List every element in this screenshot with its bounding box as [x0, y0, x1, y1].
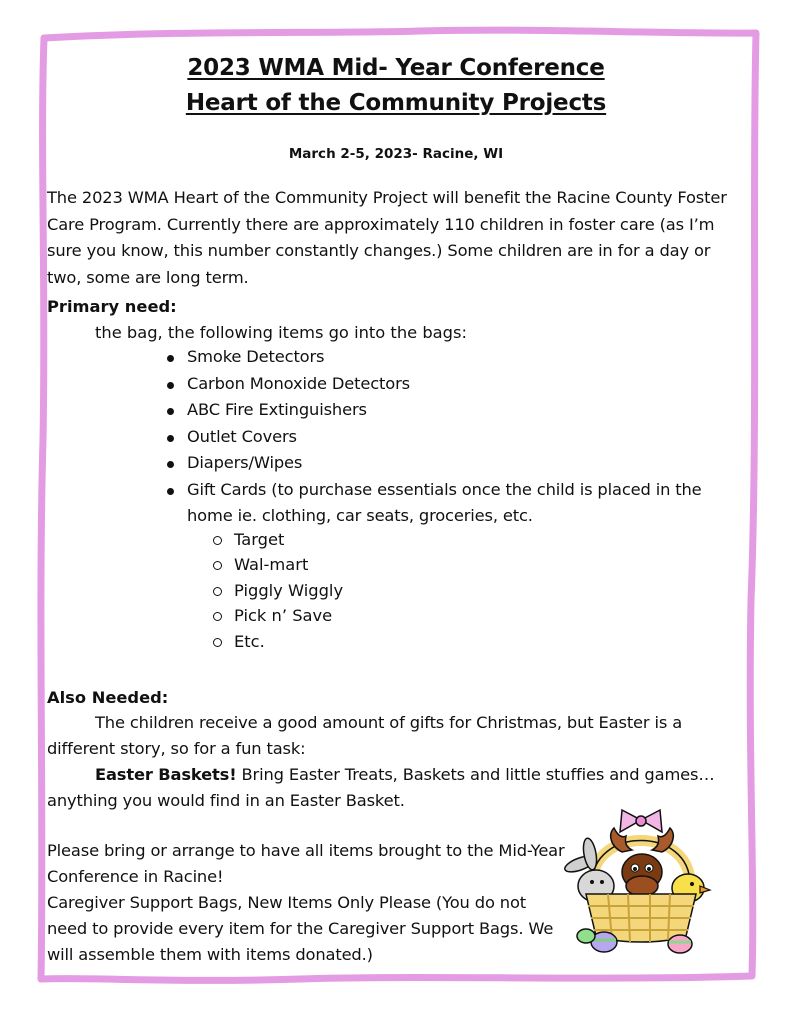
circle-bullet-icon [213, 612, 222, 621]
easter-basket-illustration [562, 806, 720, 956]
closing-paragraph [47, 838, 567, 968]
bring-items-text: Please bring or arrange to have all items brought to the Mid-Year Conference in Racine! [47, 841, 565, 886]
bullet-icon [167, 461, 174, 468]
list-item: Target [213, 527, 343, 552]
list-item: Smoke Detectors [167, 344, 737, 371]
bullet-icon [167, 408, 174, 415]
bullet-icon [167, 488, 174, 495]
document-title: 2023 WMA Mid- Year Conference [187, 55, 605, 81]
bullet-icon [167, 355, 174, 362]
primary-need-heading: Primary need: [47, 297, 177, 316]
circle-bullet-icon [213, 587, 222, 596]
document-subtitle: Heart of the Community Projects [185, 90, 607, 116]
list-item: Pick n’ Save [213, 603, 343, 628]
list-item: Outlet Covers [167, 424, 737, 451]
list-item: Carbon Monoxide Detectors [167, 371, 737, 398]
also-needed-heading: Also Needed: [47, 688, 169, 707]
children-paragraph: The children receive a good amount of gifts for Christmas, but Easter is a different story, so for a fun task: [47, 713, 683, 758]
list-item: Gift Cards (to purchase essentials once the child is placed in the home ie. clothing, car seats, groceries, etc. [167, 477, 737, 530]
bullet-icon [167, 382, 174, 389]
gift-card-list [213, 527, 343, 654]
circle-bullet-icon [213, 561, 222, 570]
circle-bullet-icon [213, 536, 222, 545]
list-item: Diapers/Wipes [167, 450, 737, 477]
primary-need-lead: the bag, the following items go into the bags: [95, 323, 467, 342]
list-item: ABC Fire Extinguishers [167, 397, 737, 424]
list-item: Piggly Wiggly [213, 578, 343, 603]
bullet-icon [167, 435, 174, 442]
circle-bullet-icon [213, 638, 222, 647]
easter-paragraph: Easter Baskets! Bring Easter Treats, Baskets and little stuffies and games… anything you would find in an Easter Basket. [47, 765, 715, 810]
primary-need-list [167, 344, 737, 530]
easter-baskets-label: Easter Baskets! [95, 765, 237, 784]
event-dateline: March 2-5, 2023- Racine, WI [288, 146, 504, 162]
intro-paragraph: The 2023 WMA Heart of the Community Project will benefit the Racine County Foster Care Program. Currently there are approximately 110 children in foster care (as I’m sure you know, this number constantly changes.) Some children are in for a day or two, some are long term. [47, 188, 727, 287]
list-item: Wal-mart [213, 552, 343, 577]
list-item: Etc. [213, 629, 343, 654]
caregiver-bags-text: Caregiver Support Bags, New Items Only Please (You do not need to provide every item for the Caregiver Support Bags. We will assemble them with items donated.) [47, 893, 554, 964]
